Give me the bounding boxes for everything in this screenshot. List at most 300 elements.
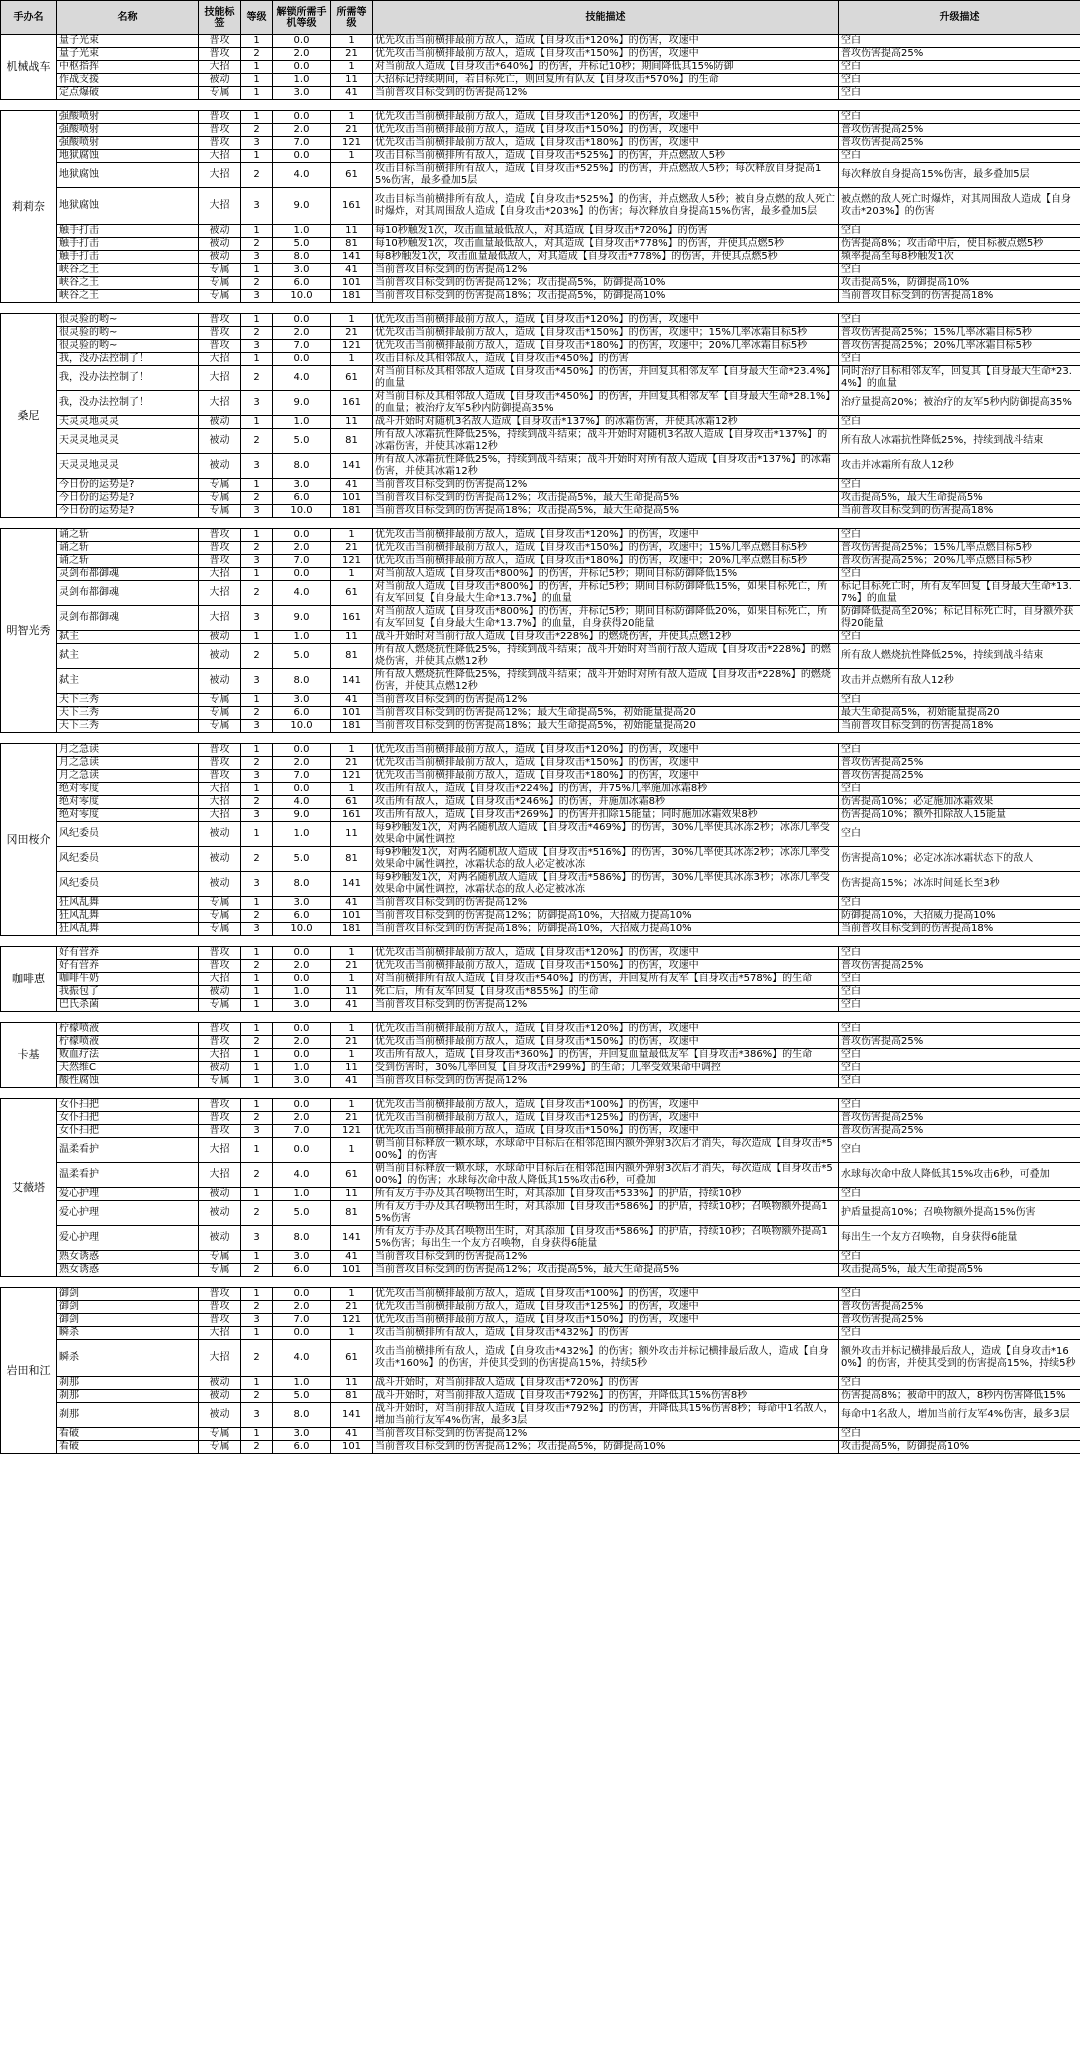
table-row: [1, 606, 1080, 631]
skill-description: 对当前敌人造成【自身攻击*800%】的伤害，并标记5秒；期间目标防御降低15%: [373, 568, 839, 581]
skill-type: 专属: [199, 87, 241, 100]
header-desc: 技能描述: [373, 1, 839, 35]
upgrade-description: 当前普攻目标受到的伤害提高18%: [839, 720, 1080, 733]
required-level: 101: [331, 707, 373, 720]
skill-description: 当前普攻目标受到的伤害提高12%: [373, 264, 839, 277]
skill-level: 2: [241, 757, 273, 770]
header-level: 等级: [241, 1, 273, 35]
skill-name: 爱心护理: [57, 1188, 199, 1201]
unlock-phone-level: 0.0: [273, 111, 331, 124]
upgrade-description: 攻击提高5%，最大生命提高5%: [839, 492, 1080, 505]
skill-level: 2: [241, 48, 273, 61]
unlock-phone-level: 2.0: [273, 1301, 331, 1314]
skill-level: 1: [241, 897, 273, 910]
skill-description: 优先攻击当前横排最前方敌人，造成【自身攻击*150%】的伤害，攻速中: [373, 1314, 839, 1327]
skill-description: 优先攻击当前横排最前方敌人，造成【自身攻击*125%】的伤害，攻速中: [373, 1112, 839, 1125]
required-level: 1: [331, 353, 373, 366]
skill-level: 3: [241, 391, 273, 416]
skill-type: 大招: [199, 783, 241, 796]
skill-description: 攻击所有敌人，造成【自身攻击*224%】的伤害，并75%几率施加冰霜8秒: [373, 783, 839, 796]
table-row: [1, 277, 1080, 290]
upgrade-description: 每命中1名敌人，增加当前行友军4%伤害，最多3层: [839, 1403, 1080, 1428]
table-row: [1, 783, 1080, 796]
skill-name: 天灵灵地灵灵: [57, 429, 199, 454]
skill-level: 2: [241, 1441, 273, 1454]
skill-name: 触手打击: [57, 251, 199, 264]
unlock-phone-level: 10.0: [273, 923, 331, 936]
skill-type: 被动: [199, 1377, 241, 1390]
skill-name: 诵之斩: [57, 542, 199, 555]
skill-description: 优先攻击当前横排最前方敌人，造成【自身攻击*180%】的伤害，攻速中；20%几率点燃目标5秒: [373, 555, 839, 568]
upgrade-description: 普攻伤害提高25%；20%几率冰霜目标5秒: [839, 340, 1080, 353]
spacer-cell: [1, 100, 1080, 111]
unlock-phone-level: 1.0: [273, 986, 331, 999]
skill-description: 每9秒触发1次，对两名随机敌人造成【自身攻击*469%】的伤害，30%几率使其冰冻2秒；冰冻几率受效果命中属性调控: [373, 822, 839, 847]
skill-level: 2: [241, 124, 273, 137]
unlock-phone-level: 1.0: [273, 631, 331, 644]
skill-description: 大招标记持续期间，若目标死亡，则回复所有队友【自身攻击*570%】的生命: [373, 74, 839, 87]
skill-type: 大招: [199, 188, 241, 225]
skill-name: 我振包了: [57, 986, 199, 999]
skill-level: 1: [241, 1023, 273, 1036]
upgrade-description: 空白: [839, 479, 1080, 492]
skill-type: 专属: [199, 264, 241, 277]
skill-description: 当前普攻目标受到的伤害提高12%: [373, 479, 839, 492]
table-row: [1, 1188, 1080, 1201]
skill-description: 攻击所有敌人，造成【自身攻击*269%】的伤害并扣除15能量；同时施加冰霜效果8秒: [373, 809, 839, 822]
upgrade-description: 治疗量提高20%；被治疗的友军5秒内防御提高35%: [839, 391, 1080, 416]
skill-description: 优先攻击当前横排最前方敌人，造成【自身攻击*150%】的伤害，攻速中: [373, 960, 839, 973]
skill-name: 好有营养: [57, 947, 199, 960]
unlock-phone-level: 5.0: [273, 238, 331, 251]
skill-description: 每9秒触发1次，对两名随机敌人造成【自身攻击*586%】的伤害，30%几率使其冰冻3秒；冰冻几率受效果命中属性调控，冰霜状态的敌人必定被冰冻: [373, 872, 839, 897]
skill-type: 普攻: [199, 555, 241, 568]
skill-description: 优先攻击当前横排最前方敌人，造成【自身攻击*150%】的伤害，攻速中: [373, 1125, 839, 1138]
character-name: 机械战车: [1, 35, 57, 100]
table-row: [1, 111, 1080, 124]
unlock-phone-level: 3.0: [273, 1251, 331, 1264]
table-row: [1, 757, 1080, 770]
skill-name: 很灵验的哟~: [57, 327, 199, 340]
table-row: [1, 150, 1080, 163]
table-row: [1, 1377, 1080, 1390]
unlock-phone-level: 9.0: [273, 188, 331, 225]
skill-type: 专属: [199, 492, 241, 505]
upgrade-description: 水球每次命中敌人降低其15%攻击6秒，可叠加: [839, 1163, 1080, 1188]
table-row: [1, 264, 1080, 277]
group-spacer: [1, 518, 1080, 529]
upgrade-description: 空白: [839, 225, 1080, 238]
skill-type: 大招: [199, 1163, 241, 1188]
skill-description: 所有敌人燃烧抗性降低25%，持续到战斗结束；战斗开始时对当前行敌人造成【自身攻击*228%】的燃烧伤害，并使其点燃12秒: [373, 644, 839, 669]
skill-type: 大招: [199, 568, 241, 581]
skill-description: 优先攻击当前横排最前方敌人，造成【自身攻击*150%】的伤害，攻速中: [373, 757, 839, 770]
skill-type: 专属: [199, 290, 241, 303]
skill-name: 我，没办法控制了！: [57, 353, 199, 366]
skill-name: 强酸喷射: [57, 137, 199, 150]
table-row: [1, 48, 1080, 61]
upgrade-description: 攻击提高5%，防御提高10%: [839, 277, 1080, 290]
skill-name: 绝对零度: [57, 783, 199, 796]
upgrade-description: 空白: [839, 416, 1080, 429]
skill-type: 被动: [199, 1201, 241, 1226]
skill-description: 当前普攻目标受到的伤害提高12%: [373, 1251, 839, 1264]
required-level: 101: [331, 492, 373, 505]
skill-description: 当前普攻目标受到的伤害提高12%；攻击提高5%，防御提高10%: [373, 1441, 839, 1454]
upgrade-description: 标记目标死亡时，所有友军回复【自身最大生命*13.7%】的血量: [839, 581, 1080, 606]
unlock-phone-level: 6.0: [273, 910, 331, 923]
table-row: [1, 340, 1080, 353]
skill-description: 攻击目标当前横排所有敌人，造成【自身攻击*525%】的伤害，并点燃敌人5秒；被自身点燃的敌人死亡时爆炸，对其周围敌人造成【自身攻击*203%】的伤害；每次释放自身提高15%伤害，最多叠加5层: [373, 188, 839, 225]
table-row: [1, 1099, 1080, 1112]
skill-name: 我，没办法控制了！: [57, 391, 199, 416]
skill-name: 御剑: [57, 1314, 199, 1327]
upgrade-description: 所有敌人冰霜抗性降低25%，持续到战斗结束: [839, 429, 1080, 454]
skill-name: 地狱腐蚀: [57, 163, 199, 188]
required-level: 1: [331, 568, 373, 581]
skill-description: 战斗开始时，对当前排敌人造成【自身攻击*792%】的伤害，并降低其15%伤害8秒；每命中1名敌人，增加当前行友军4%伤害，最多3层: [373, 1403, 839, 1428]
skill-name: 月之急读: [57, 770, 199, 783]
required-level: 1: [331, 61, 373, 74]
skill-type: 专属: [199, 505, 241, 518]
unlock-phone-level: 5.0: [273, 429, 331, 454]
skill-name: 月之急读: [57, 757, 199, 770]
skill-type: 普攻: [199, 1023, 241, 1036]
skill-type: 专属: [199, 999, 241, 1012]
unlock-phone-level: 1.0: [273, 416, 331, 429]
required-level: 11: [331, 986, 373, 999]
skill-type: 普攻: [199, 529, 241, 542]
skill-description: 当前普攻目标受到的伤害提高12%: [373, 694, 839, 707]
skill-type: 被动: [199, 251, 241, 264]
skill-description: 当前普攻目标受到的伤害提高18%；攻击提高5%，最大生命提高5%: [373, 505, 839, 518]
upgrade-description: 空白: [839, 111, 1080, 124]
upgrade-description: 空白: [839, 1377, 1080, 1390]
skill-description: 攻击当前横排所有敌人，造成【自身攻击*432%】的伤害；额外攻击并标记横排最后敌人，造成【自身攻击*160%】的伤害，并使其受到的伤害提高15%，持续5秒: [373, 1340, 839, 1377]
required-level: 161: [331, 391, 373, 416]
unlock-phone-level: 3.0: [273, 999, 331, 1012]
required-level: 41: [331, 694, 373, 707]
skill-type: 大招: [199, 809, 241, 822]
skill-level: 2: [241, 277, 273, 290]
skill-level: 3: [241, 1226, 273, 1251]
upgrade-description: 空白: [839, 264, 1080, 277]
skill-description: 战斗开始时对随机3名敌人造成【自身攻击*137%】的冰霜伤害，并使其冰霜12秒: [373, 416, 839, 429]
required-level: 141: [331, 669, 373, 694]
required-level: 101: [331, 1264, 373, 1277]
skill-type: 专属: [199, 1075, 241, 1088]
skill-description: 优先攻击当前横排最前方敌人，造成【自身攻击*150%】的伤害，攻速中；15%几率冰霜目标5秒: [373, 327, 839, 340]
skill-name: 女仆扫把: [57, 1125, 199, 1138]
table-row: [1, 1125, 1080, 1138]
skill-type: 大招: [199, 366, 241, 391]
unlock-phone-level: 6.0: [273, 1441, 331, 1454]
skill-level: 1: [241, 314, 273, 327]
skill-type: 被动: [199, 847, 241, 872]
skill-type: 被动: [199, 429, 241, 454]
table-row: [1, 1251, 1080, 1264]
skill-name: 今日份的运势是?: [57, 479, 199, 492]
skill-type: 被动: [199, 1403, 241, 1428]
required-level: 21: [331, 1036, 373, 1049]
character-name: 明智光秀: [1, 529, 57, 733]
required-level: 121: [331, 770, 373, 783]
unlock-phone-level: 4.0: [273, 1340, 331, 1377]
skill-level: 3: [241, 555, 273, 568]
table-row: [1, 872, 1080, 897]
skill-type: 专属: [199, 707, 241, 720]
skill-name: 强酸喷射: [57, 124, 199, 137]
skill-description: 所有敌人燃烧抗性降低25%，持续到战斗结束；战斗开始时对所有敌人造成【自身攻击*228%】的燃烧伤害，并使其点燃12秒: [373, 669, 839, 694]
unlock-phone-level: 2.0: [273, 542, 331, 555]
unlock-phone-level: 0.0: [273, 61, 331, 74]
skill-description: 优先攻击当前横排最前方敌人，造成【自身攻击*150%】的伤害，攻速中: [373, 1036, 839, 1049]
skill-type: 被动: [199, 1390, 241, 1403]
skill-name: 触手打击: [57, 225, 199, 238]
skill-level: 3: [241, 290, 273, 303]
skill-level: 3: [241, 340, 273, 353]
skill-type: 专属: [199, 479, 241, 492]
skill-description: 当前普攻目标受到的伤害提高12%；攻击提高5%，防御提高10%: [373, 277, 839, 290]
skill-level: 1: [241, 1288, 273, 1301]
skill-type: 被动: [199, 416, 241, 429]
upgrade-description: 伤害提高8%；被命中的敌人，8秒内伤害降低15%: [839, 1390, 1080, 1403]
skill-name: 绝对零度: [57, 796, 199, 809]
skill-type: 大招: [199, 973, 241, 986]
character-name: 冈田桜介: [1, 744, 57, 936]
skill-type: 被动: [199, 872, 241, 897]
skill-description: 每8秒触发1次，攻击血量最低敌人，对其造成【自身攻击*778%】的伤害，并使其点燃5秒: [373, 251, 839, 264]
unlock-phone-level: 10.0: [273, 720, 331, 733]
skill-description: 攻击目标当前横排所有敌人，造成【自身攻击*525%】的伤害，并点燃敌人5秒: [373, 150, 839, 163]
required-level: 61: [331, 366, 373, 391]
skill-level: 3: [241, 770, 273, 783]
character-name: 岩田和江: [1, 1288, 57, 1454]
skill-type: 普攻: [199, 124, 241, 137]
unlock-phone-level: 3.0: [273, 1075, 331, 1088]
required-level: 81: [331, 1201, 373, 1226]
skill-level: 2: [241, 644, 273, 669]
table-row: [1, 669, 1080, 694]
required-level: 1: [331, 783, 373, 796]
skill-description: 受到伤害时，30%几率回复【自身攻击*299%】的生命；几率受效果命中调控: [373, 1062, 839, 1075]
skill-name: 瞬杀: [57, 1327, 199, 1340]
table-row: [1, 1112, 1080, 1125]
skill-type: 被动: [199, 454, 241, 479]
required-level: 11: [331, 416, 373, 429]
skill-level: 1: [241, 74, 273, 87]
skill-description: 所有友方手办及其召唤物出生时，对其添加【自身攻击*533%】的护盾，持续10秒: [373, 1188, 839, 1201]
skill-type: 普攻: [199, 327, 241, 340]
skill-type: 专属: [199, 923, 241, 936]
table-row: [1, 1201, 1080, 1226]
upgrade-description: 空白: [839, 529, 1080, 542]
required-level: 21: [331, 1301, 373, 1314]
upgrade-description: 同时治疗目标相邻友军，回复其【自身最大生命*23.4%】的血量: [839, 366, 1080, 391]
unlock-phone-level: 2.0: [273, 124, 331, 137]
character-name: 艾薇塔: [1, 1099, 57, 1277]
required-level: 141: [331, 454, 373, 479]
unlock-phone-level: 6.0: [273, 1264, 331, 1277]
skill-level: 1: [241, 1049, 273, 1062]
table-row: [1, 1288, 1080, 1301]
skill-description: 战斗开始时，对当前排敌人造成【自身攻击*720%】的伤害: [373, 1377, 839, 1390]
skill-description: 对当前敌人造成【自身攻击*640%】的伤害，并标记10秒；期间降低其15%防御: [373, 61, 839, 74]
spacer-cell: [1, 1012, 1080, 1023]
skill-level: 2: [241, 238, 273, 251]
table-row: [1, 1340, 1080, 1377]
skill-description: 当前普攻目标受到的伤害提高12%；攻击提高5%，最大生命提高5%: [373, 492, 839, 505]
character-name: 咖啡恵: [1, 947, 57, 1012]
skill-level: 1: [241, 947, 273, 960]
skill-description: 优先攻击当前横排最前方敌人，造成【自身攻击*180%】的伤害，攻速中: [373, 770, 839, 783]
skill-level: 2: [241, 327, 273, 340]
required-level: 1: [331, 1288, 373, 1301]
table-row: [1, 353, 1080, 366]
required-level: 41: [331, 1251, 373, 1264]
skill-name: 瞬杀: [57, 1340, 199, 1377]
header-cost: 解锁所需手机等级: [273, 1, 331, 35]
skill-name: 天下三秀: [57, 720, 199, 733]
skill-name: 温柔看护: [57, 1163, 199, 1188]
upgrade-description: 伤害提高10%；必定冰冻冰霜状态下的敌人: [839, 847, 1080, 872]
unlock-phone-level: 2.0: [273, 1112, 331, 1125]
skill-name: 好有营养: [57, 960, 199, 973]
skill-name: 御剑: [57, 1301, 199, 1314]
upgrade-description: 普攻伤害提高25%；15%几率冰霜目标5秒: [839, 327, 1080, 340]
skill-type: 普攻: [199, 314, 241, 327]
skill-description: 优先攻击当前横排最前方敌人，造成【自身攻击*150%】的伤害，攻速中: [373, 48, 839, 61]
skill-level: 2: [241, 366, 273, 391]
skill-type: 大招: [199, 1138, 241, 1163]
table-row: [1, 1264, 1080, 1277]
skill-level: 2: [241, 960, 273, 973]
unlock-phone-level: 2.0: [273, 48, 331, 61]
upgrade-description: 空白: [839, 1327, 1080, 1340]
skill-type: 大招: [199, 150, 241, 163]
group-spacer: [1, 303, 1080, 314]
required-level: 61: [331, 163, 373, 188]
unlock-phone-level: 7.0: [273, 1314, 331, 1327]
unlock-phone-level: 3.0: [273, 264, 331, 277]
required-level: 21: [331, 48, 373, 61]
skill-name: 刹那: [57, 1377, 199, 1390]
skill-level: 1: [241, 973, 273, 986]
skill-level: 2: [241, 1301, 273, 1314]
skill-name: 风纪委员: [57, 822, 199, 847]
upgrade-description: 防御降低提高至20%；标记目标死亡时，自身额外获得20能量: [839, 606, 1080, 631]
required-level: 181: [331, 505, 373, 518]
required-level: 41: [331, 479, 373, 492]
table-row: [1, 973, 1080, 986]
skill-type: 被动: [199, 631, 241, 644]
character-name: 卡基: [1, 1023, 57, 1088]
skill-level: 1: [241, 1327, 273, 1340]
skill-name: 酸性腐蚀: [57, 1075, 199, 1088]
required-level: 161: [331, 606, 373, 631]
unlock-phone-level: 8.0: [273, 669, 331, 694]
required-level: 11: [331, 1377, 373, 1390]
skill-type: 普攻: [199, 1112, 241, 1125]
table-row: [1, 492, 1080, 505]
upgrade-description: 空白: [839, 568, 1080, 581]
required-level: 101: [331, 910, 373, 923]
upgrade-description: 普攻伤害提高25%: [839, 1301, 1080, 1314]
skill-name: 柠檬喷液: [57, 1023, 199, 1036]
upgrade-description: 普攻伤害提高25%；15%几率点燃目标5秒: [839, 542, 1080, 555]
skill-level: 2: [241, 581, 273, 606]
required-level: 11: [331, 1062, 373, 1075]
required-level: 61: [331, 581, 373, 606]
upgrade-description: 空白: [839, 1428, 1080, 1441]
unlock-phone-level: 3.0: [273, 87, 331, 100]
required-level: 11: [331, 631, 373, 644]
unlock-phone-level: 5.0: [273, 644, 331, 669]
skill-type: 被动: [199, 669, 241, 694]
skill-level: 3: [241, 720, 273, 733]
header-req: 所需等级: [331, 1, 373, 35]
skill-name: 今日份的运势是?: [57, 492, 199, 505]
skill-description: 战斗开始时对当前行敌人造成【自身攻击*228%】的燃烧伤害，并使其点燃12秒: [373, 631, 839, 644]
table-row: [1, 366, 1080, 391]
skill-name: 弑主: [57, 631, 199, 644]
unlock-phone-level: 8.0: [273, 1403, 331, 1428]
required-level: 21: [331, 542, 373, 555]
group-spacer: [1, 100, 1080, 111]
required-level: 101: [331, 1441, 373, 1454]
unlock-phone-level: 8.0: [273, 454, 331, 479]
skill-level: 3: [241, 1403, 273, 1428]
table-row: [1, 314, 1080, 327]
required-level: 161: [331, 809, 373, 822]
upgrade-description: 空白: [839, 1062, 1080, 1075]
table-row: [1, 87, 1080, 100]
upgrade-description: 空白: [839, 61, 1080, 74]
table-row: [1, 1226, 1080, 1251]
required-level: 121: [331, 555, 373, 568]
skill-description: 当前普攻目标受到的伤害提高18%；防御提高10%，大招威力提高10%: [373, 923, 839, 936]
table-row: [1, 1163, 1080, 1188]
skill-name: 熟女诱惑: [57, 1264, 199, 1277]
skill-level: 1: [241, 35, 273, 48]
table-row: [1, 61, 1080, 74]
unlock-phone-level: 2.0: [273, 1036, 331, 1049]
unlock-phone-level: 5.0: [273, 1390, 331, 1403]
upgrade-description: 空白: [839, 783, 1080, 796]
required-level: 21: [331, 960, 373, 973]
skill-description: 对当前敌人造成【自身攻击*800%】的伤害，并标记5秒；期间目标防御降低15%，如果目标死亡，所有友军回复【自身最大生命*13.7%】的血量: [373, 581, 839, 606]
skill-description: 对当前横排所有敌人造成【自身攻击*540%】的伤害，并回复所有友军【自身攻击*578%】的生命: [373, 973, 839, 986]
skill-name: 灵剑布都御魂: [57, 581, 199, 606]
skill-type: 普攻: [199, 1301, 241, 1314]
skill-type: 专属: [199, 1251, 241, 1264]
unlock-phone-level: 0.0: [273, 314, 331, 327]
skill-level: 1: [241, 1062, 273, 1075]
skill-name: 触手打击: [57, 238, 199, 251]
spacer-cell: [1, 733, 1080, 744]
upgrade-description: 普攻伤害提高25%: [839, 1036, 1080, 1049]
skill-description: 优先攻击当前横排最前方敌人，造成【自身攻击*150%】的伤害，攻速中: [373, 124, 839, 137]
skill-name: 看破: [57, 1441, 199, 1454]
skill-type: 专属: [199, 1428, 241, 1441]
skill-type: 大招: [199, 606, 241, 631]
required-level: 81: [331, 238, 373, 251]
skill-description: 优先攻击当前横排最前方敌人，造成【自身攻击*120%】的伤害，攻速中: [373, 314, 839, 327]
required-level: 121: [331, 1314, 373, 1327]
required-level: 11: [331, 74, 373, 87]
unlock-phone-level: 1.0: [273, 1377, 331, 1390]
skill-level: 1: [241, 150, 273, 163]
